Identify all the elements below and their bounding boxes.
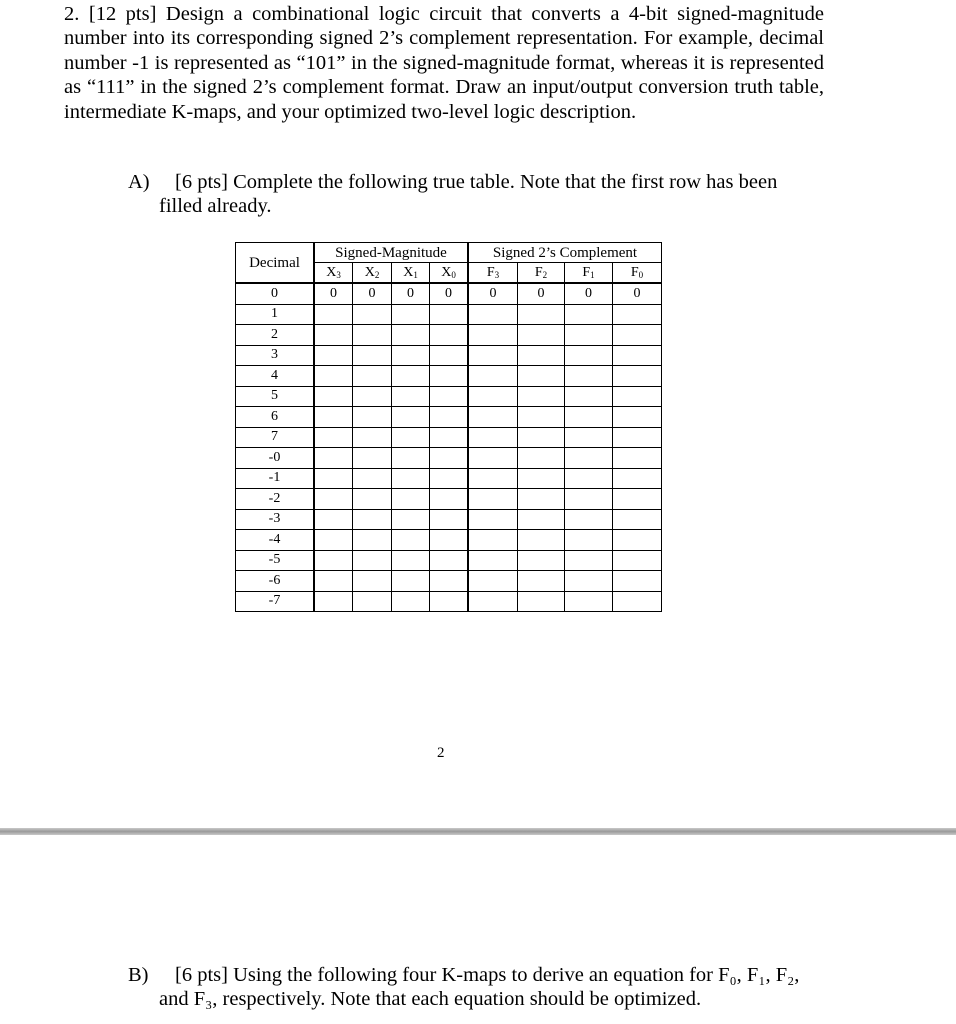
bit-cell[interactable]: [392, 489, 430, 510]
bit-cell[interactable]: [353, 591, 392, 612]
bit-cell[interactable]: [353, 530, 392, 551]
bit-cell[interactable]: [314, 386, 353, 407]
table-row: [236, 468, 662, 489]
bit-cell[interactable]: [353, 550, 392, 571]
bit-cell[interactable]: [518, 427, 565, 448]
bit-header-letter: F: [582, 264, 591, 280]
bit-cell[interactable]: [314, 468, 353, 489]
bit-cell[interactable]: [613, 345, 662, 366]
bit-cell[interactable]: [565, 345, 613, 366]
bit-cell[interactable]: [468, 325, 518, 346]
twos-complement-header: Signed 2’s Complement: [468, 243, 662, 263]
bit-cell[interactable]: [392, 530, 430, 551]
bit-cell[interactable]: [430, 304, 469, 325]
bit-cell[interactable]: [518, 407, 565, 428]
bit-cell[interactable]: [430, 591, 469, 612]
table-row: [236, 591, 662, 612]
bit-header-letter: X: [364, 264, 375, 280]
bit-cell[interactable]: [430, 571, 469, 592]
bit-cell[interactable]: [613, 304, 662, 325]
bit-cell[interactable]: [430, 407, 469, 428]
bit-cell[interactable]: [353, 489, 392, 510]
decimal-header: Decimal: [236, 243, 315, 284]
bit-cell[interactable]: [468, 366, 518, 387]
bit-cell[interactable]: [430, 509, 469, 530]
table-row: [236, 571, 662, 592]
bit-header-subscript: 1: [413, 269, 418, 280]
bit-header-letter: F: [486, 264, 495, 280]
bit-cell[interactable]: [468, 468, 518, 489]
bit-cell[interactable]: [430, 489, 469, 510]
bit-cell[interactable]: [314, 366, 353, 387]
page-number: 2: [437, 745, 445, 761]
bit-header-x2: [353, 263, 392, 284]
bit-header-subscript: 1: [590, 269, 595, 280]
decimal-cell: 2: [236, 325, 315, 346]
bit-header-subscript: 3: [494, 269, 500, 280]
bit-cell[interactable]: [314, 407, 353, 428]
bit-cell[interactable]: [613, 427, 662, 448]
decimal-cell: -0: [236, 448, 315, 469]
bit-cell[interactable]: [613, 325, 662, 346]
bit-cell[interactable]: [353, 345, 392, 366]
table-row: [236, 530, 662, 551]
table-row: [236, 407, 662, 428]
bit-cell[interactable]: [565, 550, 613, 571]
table-row: [236, 427, 662, 448]
bit-cell[interactable]: [314, 489, 353, 510]
decimal-cell: 7: [236, 427, 315, 448]
bit-cell[interactable]: [613, 509, 662, 530]
bit-cell[interactable]: [565, 366, 613, 387]
bit-cell[interactable]: 0: [430, 283, 469, 304]
bit-cell[interactable]: [613, 468, 662, 489]
bit-cell[interactable]: [518, 489, 565, 510]
bit-cell[interactable]: [468, 530, 518, 551]
decimal-cell: -6: [236, 571, 315, 592]
decimal-cell: 3: [236, 345, 315, 366]
bit-cell[interactable]: [392, 345, 430, 366]
decimal-cell: 4: [236, 366, 315, 387]
decimal-cell: 1: [236, 304, 315, 325]
bit-cell[interactable]: [518, 550, 565, 571]
bit-cell[interactable]: [565, 489, 613, 510]
bit-cell[interactable]: 0: [353, 283, 392, 304]
bit-header-x3: [314, 263, 353, 284]
bit-header-f1: [565, 263, 613, 284]
bit-cell[interactable]: [392, 427, 430, 448]
bit-cell[interactable]: [518, 571, 565, 592]
bit-cell[interactable]: 0: [613, 283, 662, 304]
bit-cell[interactable]: [518, 366, 565, 387]
bit-cell[interactable]: [392, 407, 430, 428]
bit-cell[interactable]: [613, 571, 662, 592]
bit-cell[interactable]: [613, 550, 662, 571]
bit-header-letter: X: [441, 264, 452, 280]
bit-cell[interactable]: [314, 345, 353, 366]
table-row: [236, 304, 662, 325]
bit-cell[interactable]: [314, 325, 353, 346]
bit-cell[interactable]: [430, 448, 469, 469]
bit-cell[interactable]: [565, 591, 613, 612]
bit-cell[interactable]: [613, 489, 662, 510]
page-separator: [0, 828, 956, 835]
bit-header-x0: [430, 263, 469, 284]
bit-cell[interactable]: [392, 366, 430, 387]
decimal-cell: 0: [236, 283, 315, 304]
bit-cell[interactable]: [353, 366, 392, 387]
bit-cell[interactable]: [613, 386, 662, 407]
bit-cell[interactable]: [518, 509, 565, 530]
decimal-cell: -1: [236, 468, 315, 489]
bit-cell[interactable]: [468, 427, 518, 448]
bit-header-letter: X: [403, 264, 414, 280]
bit-header-letter: F: [534, 264, 543, 280]
table-row: [236, 489, 662, 510]
bit-cell[interactable]: [353, 386, 392, 407]
bit-cell[interactable]: [468, 448, 518, 469]
bit-cell[interactable]: [518, 345, 565, 366]
bit-cell[interactable]: [430, 386, 469, 407]
bit-cell[interactable]: [353, 448, 392, 469]
signed-magnitude-header: Signed-Magnitude: [314, 243, 468, 263]
decimal-cell: -3: [236, 509, 315, 530]
bit-cell[interactable]: [392, 386, 430, 407]
part-b-line1: [6 pts] Using the following four K-maps to derive an equation for F₀, F₁, F₂,: [175, 964, 800, 986]
bit-cell[interactable]: [353, 571, 392, 592]
bit-cell[interactable]: [565, 325, 613, 346]
bit-cell[interactable]: [430, 468, 469, 489]
part-b-line2: and F₃, respectively. Note that each equation should be optimized.: [159, 988, 702, 1010]
bit-cell[interactable]: [565, 509, 613, 530]
decimal-cell: 6: [236, 407, 315, 428]
bit-cell[interactable]: [468, 591, 518, 612]
bit-header-subscript: 2: [542, 269, 548, 280]
bit-cell[interactable]: [430, 427, 469, 448]
bit-cell[interactable]: [353, 509, 392, 530]
bit-cell[interactable]: [353, 325, 392, 346]
bit-cell[interactable]: [392, 571, 430, 592]
bit-cell[interactable]: [314, 509, 353, 530]
bit-cell[interactable]: [565, 304, 613, 325]
bit-cell[interactable]: [565, 427, 613, 448]
bit-header-letter: F: [630, 264, 639, 280]
bit-cell[interactable]: [468, 386, 518, 407]
bit-cell[interactable]: [613, 407, 662, 428]
table-row: [236, 283, 662, 304]
bit-cell[interactable]: [468, 304, 518, 325]
decimal-cell: -5: [236, 550, 315, 571]
table-row: [236, 448, 662, 469]
bit-cell[interactable]: [468, 509, 518, 530]
bit-cell[interactable]: [518, 386, 565, 407]
part-a-line2: filled already.: [159, 194, 272, 217]
part-a-label: A): [128, 171, 150, 193]
bit-header-f3: [468, 263, 518, 284]
bit-header-subscript: 0: [638, 269, 644, 280]
part-b-label: B): [128, 964, 149, 986]
bit-cell[interactable]: [613, 530, 662, 551]
bit-cell[interactable]: [518, 304, 565, 325]
bit-cell[interactable]: [314, 427, 353, 448]
bit-cell[interactable]: [430, 530, 469, 551]
bit-cell[interactable]: [430, 366, 469, 387]
bit-cell[interactable]: [353, 427, 392, 448]
bit-cell[interactable]: [314, 571, 353, 592]
problem-statement: 2. [12 pts] Design a combinational logic circuit that converts a 4-bit signed-magnitude number into its corresponding signed 2’s complement representation. For example, decimal number -1 is represented as “101” in the signed-magnitude format, whereas it is represented as “111” in the signed 2’s complement format. Draw an input/output conversion truth table, intermediate K-maps, and your optimized two-level logic description.: [64, 3, 824, 123]
bit-cell[interactable]: [565, 571, 613, 592]
table-row: [236, 325, 662, 346]
bit-cell[interactable]: [392, 304, 430, 325]
truth-table-group-header: [236, 243, 662, 263]
bit-cell[interactable]: 0: [565, 283, 613, 304]
bit-cell[interactable]: [468, 407, 518, 428]
bit-header-subscript: 3: [336, 269, 341, 280]
bit-cell[interactable]: [314, 530, 353, 551]
part-a-line1: [6 pts] Complete the following true table. Note that the first row has been: [175, 171, 778, 193]
bit-header-letter: X: [326, 264, 337, 280]
part-b: [128, 963, 848, 1011]
bit-header-subscript: 2: [374, 269, 380, 280]
bit-cell[interactable]: [353, 407, 392, 428]
decimal-cell: -4: [236, 530, 315, 551]
bit-cell[interactable]: [565, 468, 613, 489]
bit-cell[interactable]: [613, 366, 662, 387]
bit-cell[interactable]: [353, 304, 392, 325]
bit-cell[interactable]: [430, 325, 469, 346]
decimal-cell: -7: [236, 591, 315, 612]
bit-cell[interactable]: [430, 345, 469, 366]
bit-cell[interactable]: [430, 550, 469, 571]
bit-cell[interactable]: [468, 345, 518, 366]
bit-cell[interactable]: [518, 325, 565, 346]
bit-cell[interactable]: [565, 386, 613, 407]
bit-cell[interactable]: [468, 571, 518, 592]
truth-table: [235, 242, 662, 612]
bit-header-f0: [613, 263, 662, 284]
bit-cell[interactable]: [392, 448, 430, 469]
bit-header-subscript: 0: [451, 269, 456, 280]
bit-cell[interactable]: [518, 468, 565, 489]
bit-cell[interactable]: [613, 591, 662, 612]
table-row: [236, 366, 662, 387]
table-row: [236, 550, 662, 571]
bit-header-f2: [518, 263, 565, 284]
decimal-cell: -2: [236, 489, 315, 510]
bit-cell[interactable]: [314, 550, 353, 571]
bit-cell[interactable]: [314, 304, 353, 325]
bit-cell[interactable]: [518, 448, 565, 469]
bit-cell[interactable]: 0: [518, 283, 565, 304]
bit-cell[interactable]: [565, 407, 613, 428]
bit-cell[interactable]: [392, 468, 430, 489]
bit-cell[interactable]: [314, 448, 353, 469]
bit-cell[interactable]: [392, 591, 430, 612]
bit-cell[interactable]: 0: [314, 283, 353, 304]
bit-cell[interactable]: [565, 448, 613, 469]
bit-cell[interactable]: [392, 325, 430, 346]
bit-cell[interactable]: [565, 530, 613, 551]
table-row: [236, 345, 662, 366]
bit-cell[interactable]: 0: [468, 283, 518, 304]
bit-cell[interactable]: [314, 591, 353, 612]
table-row: [236, 386, 662, 407]
bit-cell[interactable]: 0: [392, 283, 430, 304]
bit-cell[interactable]: [353, 468, 392, 489]
bit-cell[interactable]: [392, 550, 430, 571]
bit-cell[interactable]: [613, 448, 662, 469]
bit-cell[interactable]: [518, 530, 565, 551]
bit-header-x1: [392, 263, 430, 284]
bit-cell[interactable]: [392, 509, 430, 530]
bit-cell[interactable]: [468, 550, 518, 571]
bit-cell[interactable]: [468, 489, 518, 510]
decimal-cell: 5: [236, 386, 315, 407]
table-row: [236, 509, 662, 530]
part-a: [128, 171, 828, 218]
bit-cell[interactable]: [518, 591, 565, 612]
